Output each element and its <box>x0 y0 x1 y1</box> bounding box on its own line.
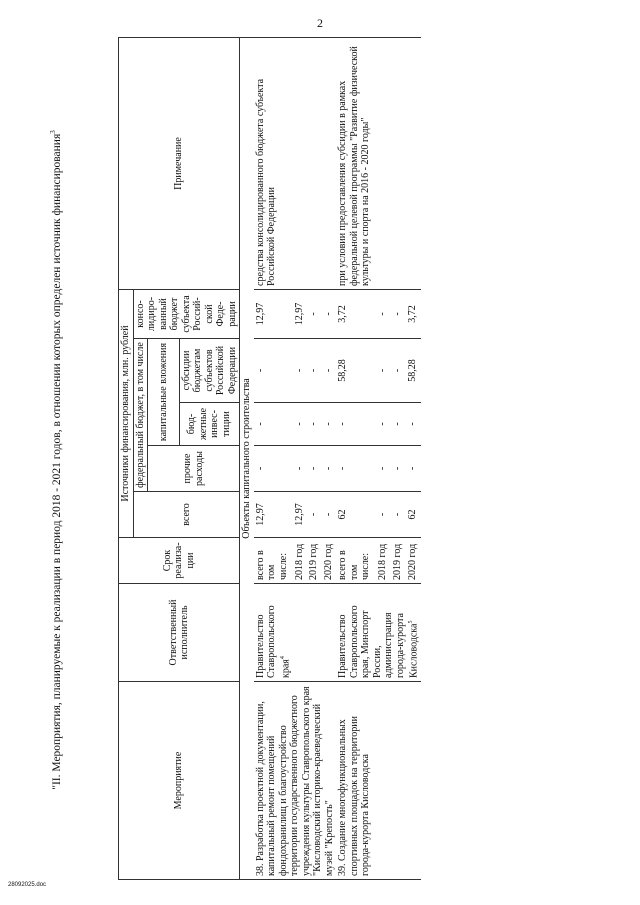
consolidated-cell: - <box>322 290 337 339</box>
invest-cell: - <box>376 403 391 446</box>
executor-footnote: 4 <box>279 656 286 660</box>
section-title: Объекты капитального строительства <box>240 38 254 880</box>
invest-cell: - <box>254 403 293 446</box>
header-consolidated: консо-лидиро-ванный бюджет субъекта Россий-ской Феде-рации <box>133 290 240 339</box>
landscape-page-content <box>8 35 618 895</box>
other-cell: - <box>376 446 391 492</box>
term-cell: 2018 год <box>293 538 307 584</box>
heading-footnote-mark: 3 <box>49 130 57 134</box>
consolidated-cell: 12,97 <box>254 290 293 339</box>
table-row <box>336 38 376 880</box>
executor-cell <box>336 584 421 682</box>
term-cell: всего в том числе: <box>254 538 293 584</box>
consolidated-cell: 3,72 <box>336 290 376 339</box>
header-note: Примечание <box>119 38 240 290</box>
term-cell: 2019 год <box>391 538 406 584</box>
other-cell: - <box>391 446 406 492</box>
heading-text: "II. Мероприятия, планируемые к реализации в период 2018 - 2021 годов, в отношении которых определен источник финансирования <box>50 133 63 790</box>
subsidies-cell: - <box>254 339 293 403</box>
invest-cell: - <box>322 403 337 446</box>
other-cell: - <box>293 446 307 492</box>
measure-cell: 38. Разработка проектной документации, капитальный ремонт помещений фондохранилищ и благоустройство территории государственного бюджетного учреждения культуры Ставропольского края "Кисловодский историко-краеведческий музей "Крепость" <box>254 682 337 880</box>
subsidies-cell: - <box>322 339 337 403</box>
header-other: прочие расходы <box>148 446 240 492</box>
invest-cell: - <box>293 403 307 446</box>
note-cell: средства консолидированного бюджета субъекта Российской Федерации <box>254 38 337 290</box>
total-cell: - <box>322 492 337 538</box>
invest-cell: - <box>336 403 376 446</box>
other-cell: - <box>307 446 321 492</box>
invest-cell: - <box>307 403 321 446</box>
section-heading <box>46 40 65 880</box>
term-cell: всего в том числе: <box>336 538 376 584</box>
executor-text: Правительство Ставропольского края, Минспорт России, администрация города-курорта Кисловодска <box>337 605 420 678</box>
subsidies-cell: - <box>293 339 307 403</box>
page-number: 2 <box>317 16 323 30</box>
note-cell: при условии предоставления субсидии в рамках федеральной целевой программы "Развитие физической культуры и спорта на 2016 - 2020 годы" <box>336 38 421 290</box>
term-cell: 2018 год <box>376 538 391 584</box>
term-cell: 2020 год <box>322 538 337 584</box>
total-cell: 62 <box>406 492 421 538</box>
invest-cell: - <box>391 403 406 446</box>
total-cell: - <box>307 492 321 538</box>
total-cell: - <box>391 492 406 538</box>
measure-cell: 39. Создание многофункциональных спортивных площадок на территории города-курорта Кисловодска <box>336 682 421 880</box>
header-term: Срок реализа-ции <box>119 538 240 584</box>
document-code: 28092025.doc <box>8 882 47 888</box>
header-budget-invest: бюд-жетные инвес-тиции <box>179 403 240 446</box>
header-executor: Ответственный исполнитель <box>119 584 240 682</box>
other-cell: - <box>406 446 421 492</box>
term-cell: 2020 год <box>406 538 421 584</box>
subsidies-cell: - <box>307 339 321 403</box>
consolidated-cell: 12,97 <box>293 290 307 339</box>
subsidies-cell: 58,28 <box>406 339 421 403</box>
consolidated-cell: 3,72 <box>406 290 421 339</box>
header-total: всего <box>133 492 240 538</box>
header-sources: Источники финансирования, млн. рублей <box>119 290 134 538</box>
total-cell: - <box>376 492 391 538</box>
executor-cell <box>254 584 337 682</box>
total-cell: 12,97 <box>293 492 307 538</box>
header-federal: федеральный бюджет, в том числе <box>133 339 148 492</box>
total-cell: 62 <box>336 492 376 538</box>
subsidies-cell: 58,28 <box>336 339 376 403</box>
other-cell: - <box>254 446 293 492</box>
measures-table <box>118 37 421 880</box>
consolidated-cell: - <box>376 290 391 339</box>
table-row <box>254 38 293 880</box>
other-cell: - <box>322 446 337 492</box>
executor-footnote: 5 <box>408 620 414 624</box>
subsidies-cell: - <box>376 339 391 403</box>
executor-text: Правительство Ставропольского края <box>254 605 291 678</box>
consolidated-cell: - <box>391 290 406 339</box>
total-cell: 12,97 <box>254 492 293 538</box>
header-measure: Мероприятие <box>119 682 240 880</box>
header-capital: капитальные вложения <box>148 339 180 446</box>
term-cell: 2019 год <box>307 538 321 584</box>
subsidies-cell: - <box>391 339 406 403</box>
header-subsidies: субсидии бюджетам субъектов Российской Федерации <box>179 339 240 403</box>
invest-cell: - <box>406 403 421 446</box>
consolidated-cell: - <box>307 290 321 339</box>
other-cell: - <box>336 446 376 492</box>
